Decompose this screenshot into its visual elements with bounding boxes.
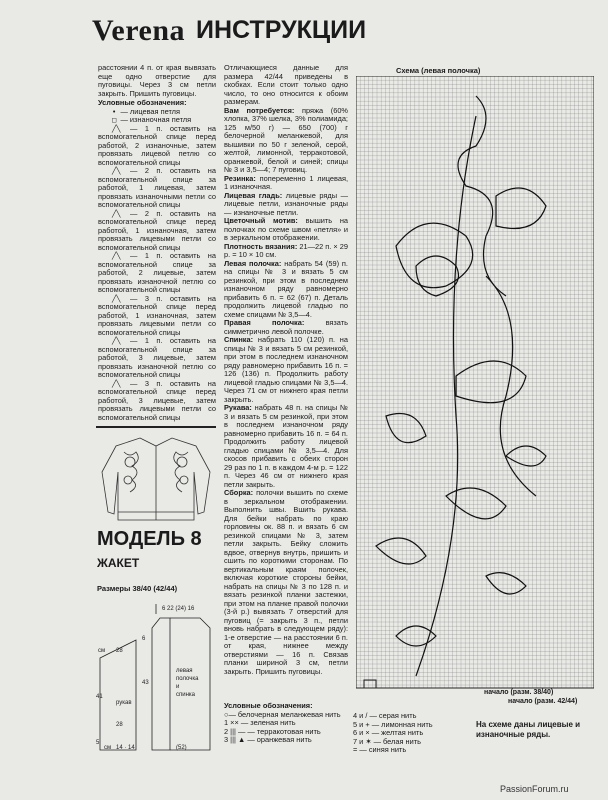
color-legend-title: Условные обозначения: xyxy=(224,701,313,710)
chart-border xyxy=(356,76,594,688)
need-title: Вам потребуется: xyxy=(224,105,295,115)
motif-path xyxy=(486,276,536,496)
color-legend xyxy=(224,702,348,745)
column-2 xyxy=(224,64,348,676)
dim-28a: 28 xyxy=(116,648,123,654)
motif-path xyxy=(416,116,476,676)
embroidery-chart xyxy=(356,76,594,716)
color-legend-item: 2 ||| — — терракотовая нить xyxy=(224,726,321,736)
motif-path xyxy=(376,538,426,564)
need-text: пряжа (60% хлопка, 37% шелка, 3% полиамида; 125 м/50 г) — 650 (700) г белочерной меланжевой, для вышивки по 50 г зеленой, серой, желтой, лимонной, терракотовой, оранжевой, белой и синей; спицы № 3 и 3,5—4; 7 пуговиц. xyxy=(224,105,348,174)
color-legend-item: 1 ×× — зеленая нить xyxy=(224,718,296,728)
start-label-38-40: начало (разм. 38/40) xyxy=(484,689,554,696)
dim-top: 6 22 (24) 16 xyxy=(162,606,195,612)
motif-path xyxy=(416,256,459,296)
model-title: МОДЕЛЬ 8 xyxy=(97,528,202,550)
legend-text: — 2 п. оставить на вспомогательной спице перед работой, 1 изнаночная, затем провязать лицевыми петли со вспомогательной спицы xyxy=(98,208,216,252)
legend-item xyxy=(98,337,216,380)
gauge-text: 21—22 п. × 29 р. = 10 × 10 см. xyxy=(224,241,349,259)
intro-text: расстоянии 4 п. от края вывязать еще одно отверстие для пуговицы. Через 3 см петли закрыть. Пришить пуговицы. xyxy=(98,63,216,98)
legend-list xyxy=(98,108,216,423)
rib-title: Резинка: xyxy=(224,173,256,183)
motif-path xyxy=(496,188,546,229)
jacket-sketch xyxy=(100,432,212,524)
legend-symbol: ╱╲ xyxy=(112,124,131,133)
legend-symbol: ╱╲ xyxy=(112,337,131,345)
back-label-4: спинка xyxy=(176,692,196,698)
back-label-3: и xyxy=(176,684,180,690)
assembly-title: Сборка: xyxy=(224,488,254,497)
right-title: Правая полочка: xyxy=(224,318,305,327)
stock-text: лицевые ряды — лицевые петли, изнаночные ряды — изнаночные петли. xyxy=(224,190,348,217)
legend-item xyxy=(98,125,216,168)
back-title: Спинка: xyxy=(224,335,254,344)
color-legend-2 xyxy=(353,712,463,755)
color-legend-item: 6 и × — желтая нить xyxy=(353,728,424,738)
pattern-diagram xyxy=(96,600,222,752)
legend-text: — 1 п. оставить на вспомогательной спице за работой, 2 лицевые, затем провязать изнаночной петлю со вспомогательной спицы xyxy=(98,251,216,294)
legend-text: — лицевая петля xyxy=(120,106,180,116)
dim-bottom-cm: см xyxy=(104,745,112,751)
color-legend-item: 7 и ✶ — белая нить xyxy=(353,736,421,746)
dim-bottom-right: (52) xyxy=(176,745,187,751)
dim-bottom: 14 · 14 xyxy=(116,745,135,751)
flower-title: Цветочный мотив: xyxy=(224,216,298,225)
legend-item xyxy=(98,295,216,338)
back-label-2: полочка xyxy=(176,676,199,682)
legend-text: — 2 п. оставить на вспомогательной спице за работой, 1 лицевая, затем провязать изнаночными петли со вспомогательной спицы xyxy=(98,166,216,209)
sleeves-text: набрать 48 п. на спицы № 3 и вязать 5 см резинкой, при этом в последнем изнаночном ряду равномерно прибавить 16 п. = 64 п. Продолжить работу лицевой гладью спицами № 3,5—4. Для скосов прибавить с обеих сторон 29 раз по 1 п. в каждом 4-м р. = 122 п. Через 46 см от нижнего края петли закрыть. xyxy=(224,403,348,489)
legend-item xyxy=(98,252,216,295)
schema-label: Схема (левая полочка) xyxy=(396,66,481,75)
legend-item xyxy=(98,167,216,210)
legend-symbol: ╱╲ xyxy=(112,379,131,388)
start-label-42-44: начало (разм. 42/44) xyxy=(508,698,578,705)
dim-5: 5 xyxy=(96,740,100,746)
chart-grid xyxy=(356,76,594,688)
chart-start-edge xyxy=(356,680,594,688)
color-legend-item: = — синяя нить xyxy=(353,745,407,755)
back-label-1: левая xyxy=(176,668,193,674)
color-legend-list xyxy=(224,711,348,745)
section-divider xyxy=(96,426,216,428)
legend-symbol: ╱╲ xyxy=(112,252,131,260)
left-text: набрать 54 (59) п. на спицы № 3 и вязать 5 см резинкой, при этом в последнем изнаночном ряду равномерно прибавить 6 п. = 62 (67) п. Деталь продолжить лицевой гладью по схеме спицами № 3,5—4. xyxy=(224,258,348,319)
legend-text: — изнаночная петля xyxy=(120,115,192,124)
legend-title: Условные обозначения: xyxy=(98,98,187,107)
legend-text: — 1 п. оставить на вспомогательной спице перед работой, 2 изнаночные, затем провязать лицевой петлю со вспомогательной спицы xyxy=(98,123,216,167)
legend-symbol: ╱╲ xyxy=(112,294,131,303)
sleeves-title: Рукава: xyxy=(224,403,252,412)
assembly-text: полочки вышить по схеме в зеркальном отображении. Выполнить швы. Вшить рукава. Для бейки набрать по краю горловины ок. 88 п. и вязать 6 см резинкой спицами № 3, затем петли закрыть. Бейку сложить вдвое, отвернув внутрь, пришить и сшить по короткими сторонам. По вертикальным краям полочек, включая короткие стороны бейки, набрать на спицы № 3 по 128 п. и вязать резинкой планки застежки, при этом на планке правой полочки (3-й р.) вывязать 7 отверстий для пуговиц (= закрыть 3 п., петли вновь набрать в следующем ряду): 1-е отверстие — на расстоянии 6 п. от края, нижнее между отверстиями — 16 п. Связав планки шириной 3 см, петли закрыть. Пришить пуговицы. xyxy=(224,488,348,676)
flower-text: вышить на полочках по схеме швом «петля» и в зеркальном отображении. xyxy=(224,216,349,242)
model-subtitle: ЖАКЕТ xyxy=(97,556,140,570)
motif-path xyxy=(396,223,473,288)
dim-cm: см xyxy=(98,648,106,654)
gauge-title: Плотность вязания: xyxy=(224,241,298,251)
legend-text: — 3 п. оставить на вспомогательной спице перед работой, 1 изнаночная, затем провязать лицевыми петли со вспомогательной спицы xyxy=(98,293,216,337)
legend-symbol: □ xyxy=(112,116,121,124)
left-title: Левая полочка: xyxy=(224,258,282,268)
page-title: ИНСТРУКЦИИ xyxy=(196,16,367,44)
dim-28b: 28 xyxy=(116,722,123,728)
dim-43: 43 xyxy=(142,680,149,686)
color-legend-item: 4 и / — серая нить xyxy=(353,711,417,720)
column-1 xyxy=(98,64,216,422)
sizes-label: Размеры 38/40 (42/44) xyxy=(97,584,178,593)
legend-symbol: ╱╲ xyxy=(112,167,131,175)
motif-path xyxy=(386,414,426,443)
back-text: набрать 110 (120) п. на спицы № 3 и вязать 5 см резинкой, при этом в последнем изнаночном ряду равномерно прибавить 16 п. = 126 (136) п. Продолжить работу лицевой гладью спицами № 3,5—4. Через 71 см от нижнего края петли закрыть. xyxy=(224,335,348,404)
dim-6: 6 xyxy=(142,636,146,642)
color-legend-item: 5 и + — лимонная нить xyxy=(353,719,433,729)
watermark: PassionForum.ru xyxy=(500,784,569,794)
sleeve-label: рукав xyxy=(116,700,132,706)
stock-title: Лицевая гладь: xyxy=(224,190,283,200)
color-legend-list-2 xyxy=(353,712,463,755)
legend-symbol: ╱╲ xyxy=(112,209,131,218)
dim-41: 41 xyxy=(96,694,103,700)
brand-logo: Verena xyxy=(92,14,185,47)
p-sizes-note: Отличающиеся данные для размера 42/44 приведены в скобках. Если стоит только одно число, то оно относится к обоим размерам. xyxy=(224,63,348,106)
legend-text: — 3 п. оставить на вспомогательной спице перед работой, 3 лицевые, затем провязать лицевыми петли со вспомогательной спицы xyxy=(98,378,216,422)
chart-note: На схеме даны лицевые и изнаночные ряды. xyxy=(476,720,581,739)
legend-item xyxy=(98,210,216,253)
color-legend-item: ○— белочерная меланжевая нить xyxy=(224,709,341,719)
legend-text: — 1 п. оставить на вспомогательной спице за работой, 3 лицевые, затем провязать изнаночной петлю со вспомогательной спицы xyxy=(98,336,216,379)
color-legend-item: 3 ||| ▲ — оранжевая нить xyxy=(224,735,312,745)
motif-path xyxy=(506,446,546,466)
legend-item xyxy=(98,380,216,423)
right-text: вязать симметрично левой полочке. xyxy=(224,318,348,336)
legend-symbol: • xyxy=(112,107,121,116)
rib-text: попеременно 1 лицевая, 1 изнаночная. xyxy=(224,173,348,191)
